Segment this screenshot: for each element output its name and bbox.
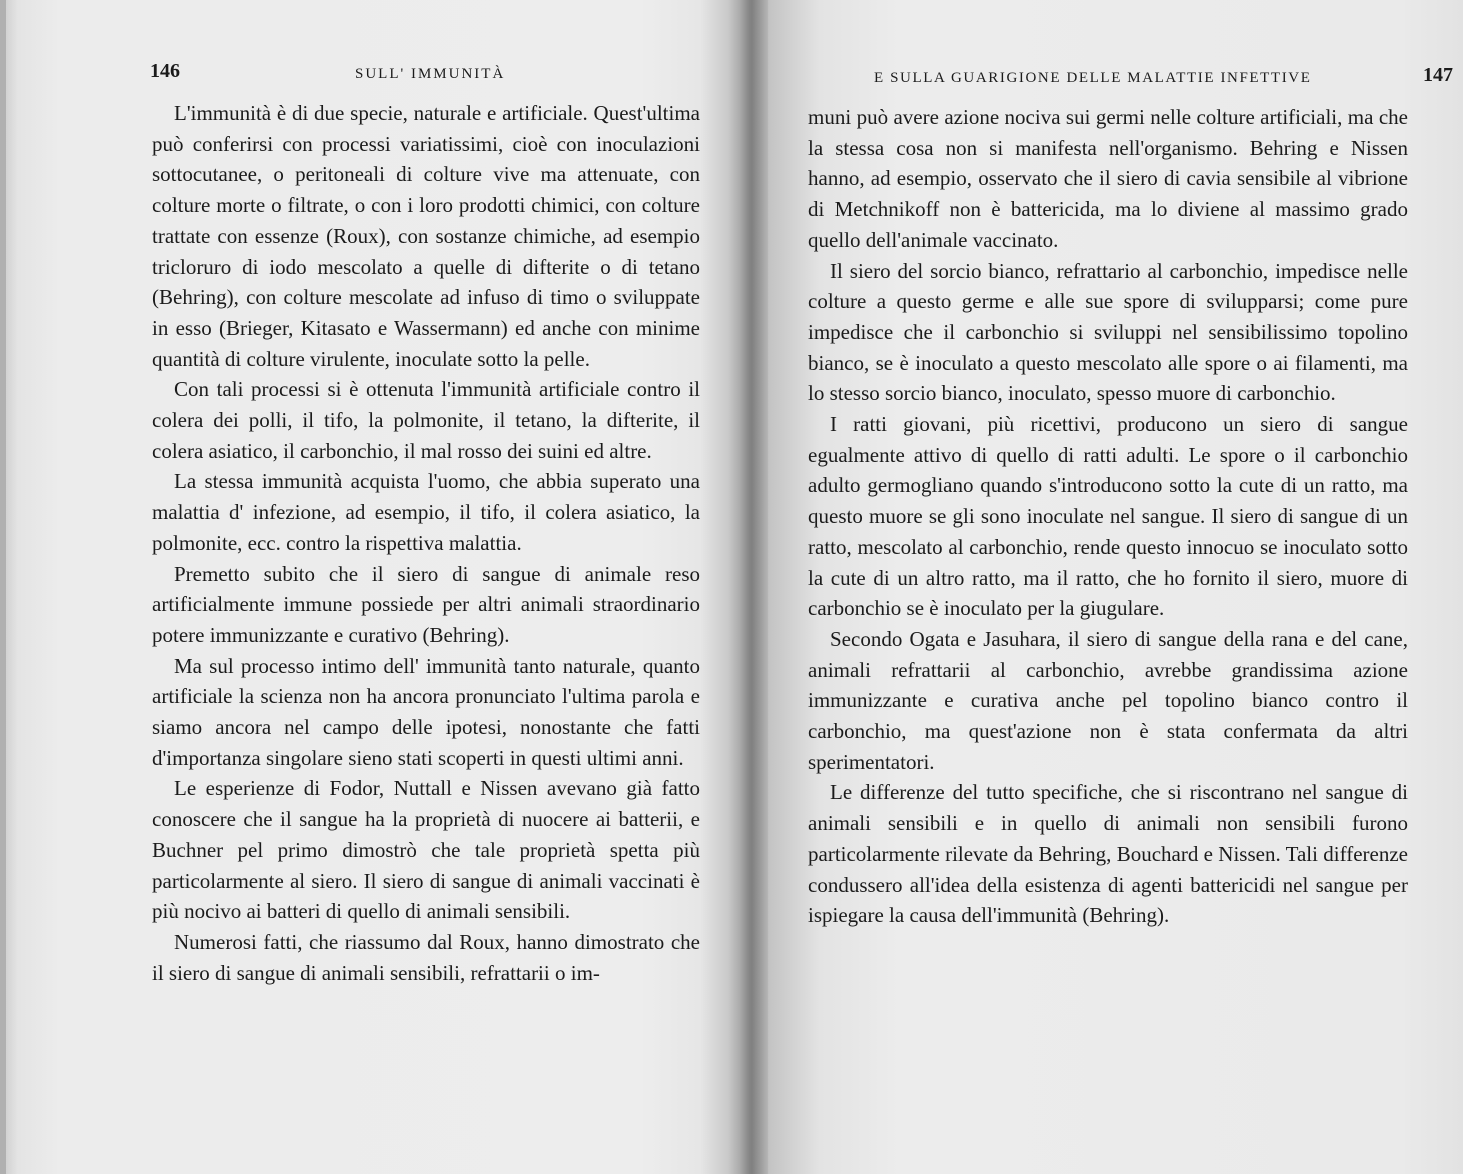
paragraph: La stessa immunità acquista l'uomo, che abbia superato una malattia d' infezione, ad esempio, il tifo, il colera asiatico, la polmonite, ecc. contro la rispettiva malattia. [152, 469, 700, 555]
paragraph: Con tali processi si è ottenuta l'immunità artificiale contro il colera dei polli, il tifo, la polmonite, il tetano, la difterite, il colera asiatico, il carbonchio, il mal rosso dei suini ed altre. [152, 377, 700, 463]
paragraph: Premetto subito che il siero di sangue di animale reso artificialmente immune possiede per altri animali straordinario potere immunizzante e curativo (Behring). [152, 561, 700, 647]
running-title: SULL' IMMUNITÀ [355, 66, 506, 82]
right-page [752, 0, 1463, 1174]
page-body [808, 102, 1408, 931]
running-title: E SULLA GUARIGIONE DELLE MALATTIE INFETTIVE [874, 70, 1312, 86]
paragraph: Numerosi fatti, che riassumo dal Roux, hanno dimostrato che il siero di sangue di animali sensibili, refrattarii o im- [152, 929, 700, 985]
page-number: 147 [1423, 64, 1453, 86]
paragraph: Il siero del sorcio bianco, refrattario al carbonchio, impedisce nelle colture a questo germe e alle sue spore di svilupparsi; come pure impedisce che il carbonchio si sviluppi nel sensibilissimo topolino bianco, se è inoculato a questo mescolato alle spore o ai filamenti, ma lo stesso sorcio bianco, inoculato, spesso muore di carbonchio. [808, 258, 1408, 406]
paragraph: Le differenze del tutto specifiche, che si riscontrano nel sangue di animali sensibili e in quello di animali non sensibili furono particolarmente rilevate da Behring, Bouchard e Nissen. Tali differenze condussero all'idea della esistenza di agenti battericidi nel sangue per ispiegare la causa dell'immunità (Behring). [808, 780, 1408, 928]
page-body [152, 98, 700, 988]
page-number: 146 [150, 60, 180, 82]
paragraph: Le esperienze di Fodor, Nuttall e Nissen avevano già fatto conoscere che il sangue ha la proprietà di nuocere ai batterii, e Buchner pel primo dimostrò che tale proprietà spetta più particolarmente al siero. Il siero di sangue di animali vaccinati è più nocivo ai batteri di quello di animali sensibili. [152, 776, 700, 924]
paragraph: Secondo Ogata e Jasuhara, il siero di sangue della rana e del cane, animali refrattarii al carbonchio, avrebbe grandissima azione immunizzante e curativa anche pel topolino bianco contro il carbonchio, ma quest'azione non è stata confermata da altri sperimentatori. [808, 626, 1408, 774]
paragraph: L'immunità è di due specie, naturale e artificiale. Quest'ultima può conferirsi con processi variatissimi, cioè con inoculazioni sottocutanee, o peritoneali di colture vive ma attenuate, con colture morte o filtrate, o con i loro prodotti chimici, con colture trattate con essenze (Roux), con sostanze chimiche, ad esempio tricloruro di iodo mescolato a quelle di difterite o di tetano (Behring), con colture mescolate ad infuso di timo o sviluppate in esso (Brieger, Kitasato e Wassermann) ed anche con minime quantità di colture virulente, inoculate sotto la pelle. [152, 101, 700, 371]
paragraph: Ma sul processo intimo dell' immunità tanto naturale, quanto artificiale la scienza non ha ancora pronunciato l'ultima parola e siamo ancora nel campo delle ipotesi, nonostante che fatti d'importanza singolare sieno stati scoperti in questi ultimi anni. [152, 653, 700, 770]
paragraph: I ratti giovani, più ricettivi, producono un siero di sangue egualmente attivo di quello di ratti adulti. Le spore o il carbonchio adulto germogliano quando s'introducono sotto la cute di un ratto, ma questo muore se gli sono inoculate nel sangue. Il siero di sangue di un ratto, mescolato al carbonchio, rende questo innocuo se inoculato sotto la cute di un altro ratto, ma il ratto, che ho fornito il siero, muore di carbonchio se è inoculato per la giugulare. [808, 412, 1408, 621]
paragraph-continuation: muni può avere azione nociva sui germi nelle colture artificiali, ma che la stessa cosa non si manifesta nell'organismo. Behring e Nissen hanno, ad esempio, osservato che il siero di cavia sensibile al vibrione di Metchnikoff non è battericida, ma lo diviene al massimo grado quello dell'animale vaccinato. [808, 105, 1408, 252]
